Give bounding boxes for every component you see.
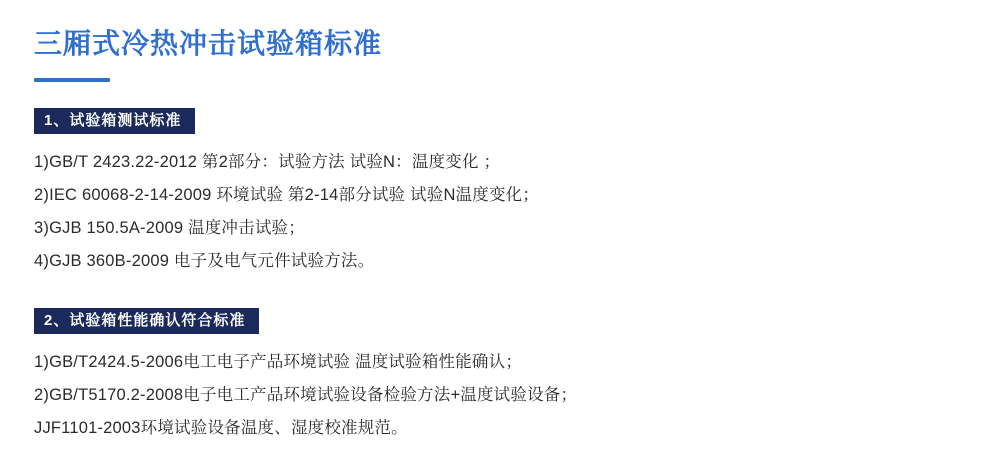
standard-line: 4)GJB 360B-2009 电子及电气元件试验方法。 <box>34 252 375 270</box>
section-heading-1: 1、试验箱测试标准 <box>34 108 195 134</box>
standard-line: 2)IEC 60068-2-14-2009 环境试验 第2-14部分试验 试验N温度变化； <box>34 186 540 204</box>
page-title: 三厢式冷热冲击试验箱标准 <box>34 28 383 59</box>
standard-line: JJF1101-2003环境试验设备温度、湿度校准规范。 <box>34 419 408 437</box>
standard-line: 3)GJB 150.5A-2009 温度冲击试验； <box>34 219 305 237</box>
section-heading-2: 2、试验箱性能确认符合标准 <box>34 308 259 334</box>
section-performance-standards <box>34 308 966 445</box>
title-block <box>34 0 966 82</box>
section-test-standards <box>34 108 966 278</box>
standard-line: 2)GB/T5170.2-2008电子电工产品环境试验设备检验方法+温度试验设备； <box>34 386 578 404</box>
title-underline-rule <box>34 78 110 82</box>
standard-line: 1)GB/T 2423.22-2012 第2部分：试验方法 试验N：温度变化 ； <box>34 153 501 171</box>
section-1-lines <box>34 146 966 278</box>
section-2-lines <box>34 346 966 445</box>
standard-line: 1)GB/T2424.5-2006电工电子产品环境试验 温度试验箱性能确认； <box>34 353 523 371</box>
